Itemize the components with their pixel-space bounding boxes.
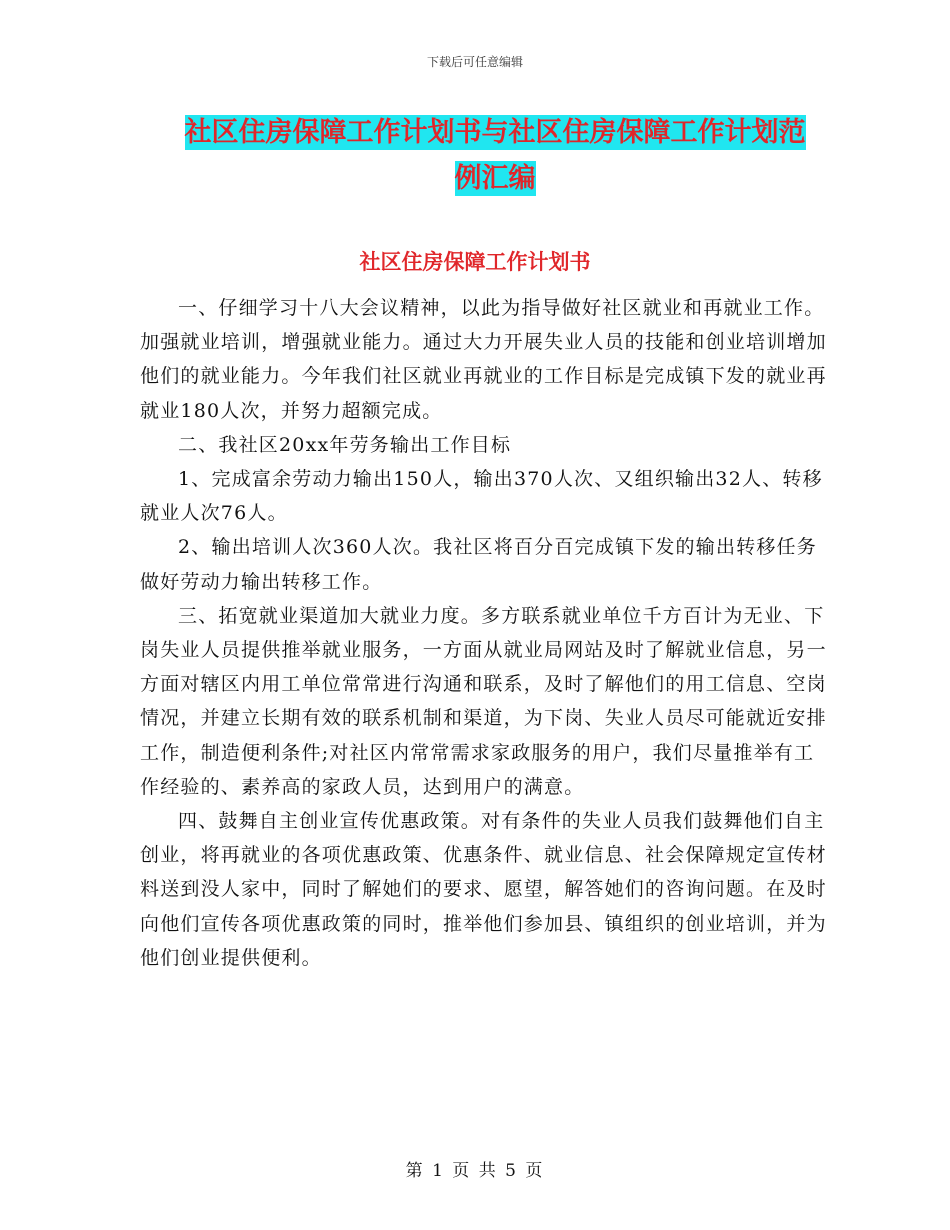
paragraph-4: 2、输出培训人次360人次。我社区将百分百完成镇下发的输出转移任务做好劳动力输出转移工作。 <box>140 536 817 593</box>
paragraph-3: 1、完成富余劳动力输出150人，输出370人次、又组织输出32人、转移就业人次76人。 <box>140 468 823 525</box>
paragraph-2: 二、我社区20xx年劳务输出工作目标 <box>178 433 512 456</box>
page-footer: 第 1 页 共 5 页 <box>405 1161 545 1181</box>
paragraph-1: 一、仔细学习十八大会议精神，以此为指导做好社区就业和再就业工作。加强就业培训，增强就业能力。通过大力开展失业人员的技能和创业培训增加他们的就业能力。今年我们社区就业再就业的工作目标是完成镇下发的就业再就业180人次，并努力超额完成。 <box>140 297 827 422</box>
document-body <box>140 291 830 975</box>
section-title: 社区住房保障工作计划书 <box>359 249 591 274</box>
document-title <box>140 110 850 202</box>
document-title-line-2: 例汇编 <box>454 163 536 194</box>
page-header: 下载后可任意编辑 <box>426 55 523 69</box>
document-title-line-1: 社区住房保障工作计划书与社区住房保障工作计划范 <box>184 117 806 148</box>
paragraph-6: 四、鼓舞自主创业宣传优惠政策。对有条件的失业人员我们鼓舞他们自主创业，将再就业的各项优惠政策、优惠条件、就业信息、社会保障规定宣传材料送到没人家中，同时了解她们的要求、愿望，解答她们的咨询问题。在及时向他们宣传各项优惠政策的同时，推举他们参加县、镇组织的创业培训，并为他们创业提供便利。 <box>140 810 827 969</box>
paragraph-5: 三、拓宽就业渠道加大就业力度。多方联系就业单位千方百计为无业、下岗失业人员提供推举就业服务，一方面从就业局网站及时了解就业信息，另一方面对辖区内用工单位常常进行沟通和联系，及时了解他们的用工信息、空岗情况，并建立长期有效的联系机制和渠道，为下岗、失业人员尽可能就近安排工作，制造便利条件;对社区内常常需求家政服务的用户，我们尽量推举有工作经验的、素养高的家政人员，达到用户的满意。 <box>140 604 827 798</box>
